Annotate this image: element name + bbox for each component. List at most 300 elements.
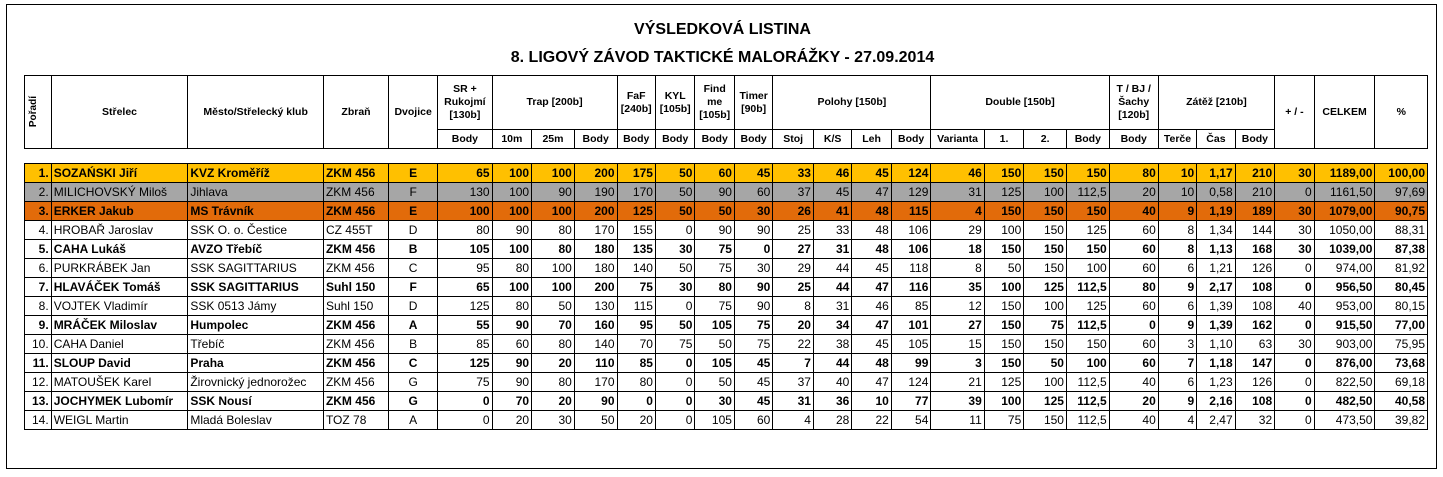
cell-tbj: 40	[1109, 411, 1158, 430]
cell-pct: 80,15	[1375, 297, 1428, 316]
cell-leh: 22	[852, 411, 892, 430]
cell-pm: 30	[1275, 335, 1315, 354]
cell-dBody: 112,5	[1066, 411, 1109, 430]
col-header-poradi: Pořadí	[25, 76, 52, 149]
table-row	[25, 221, 1428, 240]
cell-d1: 150	[984, 164, 1024, 183]
cell-findme: 105	[695, 316, 735, 335]
cell-d2: 150	[1024, 202, 1067, 221]
cell-varianta: 27	[931, 316, 984, 335]
cell-tbj: 40	[1109, 373, 1158, 392]
cell-d1: 150	[984, 316, 1024, 335]
cell-weapon: ZKM 456	[323, 373, 388, 392]
col-header-celkem: CELKEM	[1314, 76, 1375, 149]
cell-findme: 105	[695, 354, 735, 373]
cell-pair: C	[389, 354, 438, 373]
cell-trap25: 100	[532, 278, 575, 297]
cell-name: MATOUŠEK Karel	[51, 373, 188, 392]
col-header-trap: Trap [200b]	[492, 76, 617, 130]
cell-varianta: 18	[931, 240, 984, 259]
cell-tbj: 80	[1109, 278, 1158, 297]
cell-leh: 47	[852, 183, 892, 202]
cell-findme: 50	[695, 335, 735, 354]
cell-weapon: Suhl 150	[323, 278, 388, 297]
results-sheet	[6, 4, 1437, 469]
cell-trapBody: 160	[574, 316, 617, 335]
cell-faf: 80	[617, 373, 655, 392]
cell-kyl: 50	[655, 202, 695, 221]
cell-tbj: 0	[1109, 316, 1158, 335]
cell-findme: 75	[695, 240, 735, 259]
cell-stoj: 29	[773, 259, 814, 278]
cell-trap10: 100	[492, 278, 532, 297]
cell-pair: E	[389, 202, 438, 221]
cell-trap25: 70	[532, 316, 575, 335]
cell-zBody: 168	[1235, 240, 1275, 259]
cell-trapBody: 170	[574, 373, 617, 392]
cell-rank: 4.	[25, 221, 52, 240]
cell-leh: 46	[852, 297, 892, 316]
cell-trap25: 30	[532, 411, 575, 430]
table-row	[25, 183, 1428, 202]
cell-sr: 80	[438, 221, 492, 240]
cell-pair: B	[389, 335, 438, 354]
cell-pm: 40	[1275, 297, 1315, 316]
cell-pair: D	[389, 297, 438, 316]
cell-d2: 100	[1024, 373, 1067, 392]
cell-cas: 1,39	[1197, 297, 1235, 316]
cell-leh: 45	[852, 164, 892, 183]
cell-pm: 0	[1275, 259, 1315, 278]
cell-stoj: 4	[773, 411, 814, 430]
subheader-cell: 25m	[532, 130, 575, 149]
subheader-cell: Body	[1235, 130, 1275, 149]
cell-zBody: 210	[1235, 164, 1275, 183]
cell-findme: 75	[695, 259, 735, 278]
cell-tbj: 60	[1109, 240, 1158, 259]
cell-ks: 31	[813, 240, 851, 259]
cell-kyl: 50	[655, 164, 695, 183]
col-header-tbj: T / BJ / Šachy [120b]	[1109, 76, 1158, 130]
cell-pm: 30	[1275, 202, 1315, 221]
cell-varianta: 8	[931, 259, 984, 278]
cell-stoj: 20	[773, 316, 814, 335]
cell-weapon: ZKM 456	[323, 335, 388, 354]
cell-varianta: 11	[931, 411, 984, 430]
cell-name: VOJTEK Vladimír	[51, 297, 188, 316]
cell-timer: 90	[734, 297, 772, 316]
subheader-cell: 10m	[492, 130, 532, 149]
cell-timer: 90	[734, 278, 772, 297]
cell-trap10: 60	[492, 335, 532, 354]
cell-terce: 9	[1158, 316, 1196, 335]
cell-pm: 0	[1275, 354, 1315, 373]
table-row	[25, 354, 1428, 373]
cell-cas: 1,21	[1197, 259, 1235, 278]
cell-d1: 50	[984, 259, 1024, 278]
cell-stoj: 27	[773, 240, 814, 259]
cell-weapon: ZKM 456	[323, 316, 388, 335]
cell-pair: G	[389, 373, 438, 392]
cell-findme: 60	[695, 164, 735, 183]
cell-timer: 45	[734, 392, 772, 411]
cell-d1: 100	[984, 392, 1024, 411]
cell-celkem: 1050,00	[1314, 221, 1375, 240]
cell-kyl: 0	[655, 392, 695, 411]
cell-polBody: 129	[891, 183, 931, 202]
cell-zBody: 210	[1235, 183, 1275, 202]
cell-celkem: 1189,00	[1314, 164, 1375, 183]
cell-zBody: 126	[1235, 259, 1275, 278]
cell-pm: 0	[1275, 373, 1315, 392]
col-header-mesto: Město/Střelecký klub	[188, 76, 324, 149]
cell-pm: 0	[1275, 411, 1315, 430]
cell-findme: 90	[695, 221, 735, 240]
cell-d1: 150	[984, 297, 1024, 316]
cell-pair: G	[389, 392, 438, 411]
cell-polBody: 106	[891, 240, 931, 259]
cell-timer: 45	[734, 373, 772, 392]
cell-weapon: ZKM 456	[323, 164, 388, 183]
cell-weapon: TOZ 78	[323, 411, 388, 430]
cell-varianta: 12	[931, 297, 984, 316]
cell-name: CAHA Lukáš	[51, 240, 188, 259]
subheader-cell: 1.	[984, 130, 1024, 149]
cell-weapon: ZKM 456	[323, 259, 388, 278]
cell-trap10: 100	[492, 164, 532, 183]
cell-zBody: 63	[1235, 335, 1275, 354]
cell-d1: 75	[984, 411, 1024, 430]
cell-club: AVZO Třebíč	[188, 240, 324, 259]
subheader-cell: Body	[891, 130, 931, 149]
cell-kyl: 0	[655, 354, 695, 373]
cell-club: KVZ Kroměříž	[188, 164, 324, 183]
cell-terce: 9	[1158, 278, 1196, 297]
cell-pct: 87,38	[1375, 240, 1428, 259]
cell-weapon: ZKM 456	[323, 183, 388, 202]
cell-faf: 70	[617, 335, 655, 354]
cell-terce: 8	[1158, 240, 1196, 259]
cell-sr: 125	[438, 354, 492, 373]
table-row	[25, 259, 1428, 278]
cell-d2: 125	[1024, 392, 1067, 411]
subheader-cell: Leh	[852, 130, 892, 149]
cell-pct: 75,95	[1375, 335, 1428, 354]
cell-trap10: 90	[492, 373, 532, 392]
cell-sr: 65	[438, 278, 492, 297]
cell-cas: 1,13	[1197, 240, 1235, 259]
cell-trapBody: 170	[574, 221, 617, 240]
cell-trapBody: 50	[574, 411, 617, 430]
cell-club: SSK SAGITTARIUS	[188, 259, 324, 278]
cell-trapBody: 110	[574, 354, 617, 373]
cell-timer: 75	[734, 335, 772, 354]
cell-weapon: Suhl 150	[323, 297, 388, 316]
cell-rank: 1.	[25, 164, 52, 183]
cell-celkem: 974,00	[1314, 259, 1375, 278]
cell-cas: 2,17	[1197, 278, 1235, 297]
cell-rank: 12.	[25, 373, 52, 392]
cell-dBody: 125	[1066, 221, 1109, 240]
cell-timer: 45	[734, 354, 772, 373]
cell-sr: 85	[438, 335, 492, 354]
cell-d2: 150	[1024, 240, 1067, 259]
cell-leh: 47	[852, 316, 892, 335]
cell-leh: 45	[852, 335, 892, 354]
cell-sr: 0	[438, 392, 492, 411]
cell-stoj: 25	[773, 221, 814, 240]
cell-sr: 130	[438, 183, 492, 202]
cell-trapBody: 200	[574, 164, 617, 183]
cell-tbj: 60	[1109, 297, 1158, 316]
cell-d1: 125	[984, 373, 1024, 392]
page-title: VÝSLEDKOVÁ LISTINA	[634, 21, 811, 38]
cell-stoj: 37	[773, 183, 814, 202]
cell-pair: A	[389, 316, 438, 335]
subheader-cell: Čas	[1197, 130, 1235, 149]
cell-pct: 73,68	[1375, 354, 1428, 373]
cell-dBody: 100	[1066, 354, 1109, 373]
cell-varianta: 29	[931, 221, 984, 240]
cell-ks: 36	[813, 392, 851, 411]
col-header-strelec: Střelec	[51, 76, 188, 149]
cell-stoj: 33	[773, 164, 814, 183]
table-row	[25, 392, 1428, 411]
cell-timer: 90	[734, 221, 772, 240]
subheader-cell: Body	[574, 130, 617, 149]
cell-celkem: 956,50	[1314, 278, 1375, 297]
cell-stoj: 7	[773, 354, 814, 373]
cell-zBody: 147	[1235, 354, 1275, 373]
cell-terce: 9	[1158, 202, 1196, 221]
cell-ks: 46	[813, 164, 851, 183]
cell-pm: 30	[1275, 221, 1315, 240]
cell-name: MILICHOVSKÝ Miloš	[51, 183, 188, 202]
cell-ks: 44	[813, 259, 851, 278]
cell-ks: 44	[813, 278, 851, 297]
cell-trap10: 90	[492, 316, 532, 335]
cell-name: PURKRÁBEK Jan	[51, 259, 188, 278]
header-row	[25, 76, 1428, 130]
cell-pct: 88,31	[1375, 221, 1428, 240]
cell-d1: 100	[984, 221, 1024, 240]
cell-pct: 100,00	[1375, 164, 1428, 183]
cell-terce: 3	[1158, 335, 1196, 354]
cell-weapon: CZ 455T	[323, 221, 388, 240]
cell-cas: 1,19	[1197, 202, 1235, 221]
cell-trapBody: 180	[574, 259, 617, 278]
cell-cas: 2,47	[1197, 411, 1235, 430]
cell-trap10: 80	[492, 297, 532, 316]
table-row	[25, 297, 1428, 316]
cell-leh: 47	[852, 373, 892, 392]
cell-name: JOCHYMEK Lubomír	[51, 392, 188, 411]
cell-ks: 40	[813, 373, 851, 392]
cell-polBody: 99	[891, 354, 931, 373]
cell-polBody: 124	[891, 373, 931, 392]
cell-ks: 28	[813, 411, 851, 430]
cell-sr: 95	[438, 259, 492, 278]
cell-d2: 100	[1024, 297, 1067, 316]
cell-findme: 75	[695, 297, 735, 316]
cell-polBody: 85	[891, 297, 931, 316]
cell-faf: 135	[617, 240, 655, 259]
cell-zBody: 126	[1235, 373, 1275, 392]
page-subtitle: 8. LIGOVÝ ZÁVOD TAKTICKÉ MALORÁŽKY - 27.09.2014	[510, 49, 935, 66]
cell-cas: 0,58	[1197, 183, 1235, 202]
cell-pm: 30	[1275, 164, 1315, 183]
cell-trapBody: 130	[574, 297, 617, 316]
subheader-cell: Body	[438, 130, 492, 149]
cell-leh: 10	[852, 392, 892, 411]
table-row	[25, 164, 1428, 183]
cell-findme: 105	[695, 411, 735, 430]
table-row	[25, 202, 1428, 221]
cell-name: MRÁČEK Miloslav	[51, 316, 188, 335]
cell-polBody: 116	[891, 278, 931, 297]
cell-leh: 48	[852, 354, 892, 373]
cell-tbj: 60	[1109, 335, 1158, 354]
cell-kyl: 50	[655, 183, 695, 202]
cell-terce: 10	[1158, 164, 1196, 183]
cell-kyl: 50	[655, 259, 695, 278]
cell-faf: 85	[617, 354, 655, 373]
cell-dBody: 100	[1066, 259, 1109, 278]
cell-rank: 13.	[25, 392, 52, 411]
table-row	[25, 411, 1428, 430]
cell-terce: 10	[1158, 183, 1196, 202]
table-row	[25, 335, 1428, 354]
cell-trap10: 100	[492, 183, 532, 202]
subheader-cell: Body	[734, 130, 772, 149]
col-header-faf: FaF [240b]	[617, 76, 655, 130]
cell-terce: 6	[1158, 297, 1196, 316]
cell-pair: F	[389, 183, 438, 202]
cell-rank: 5.	[25, 240, 52, 259]
cell-terce: 6	[1158, 259, 1196, 278]
cell-celkem: 903,00	[1314, 335, 1375, 354]
cell-celkem: 1039,00	[1314, 240, 1375, 259]
cell-club: Jihlava	[188, 183, 324, 202]
cell-stoj: 25	[773, 278, 814, 297]
cell-club: Žirovnický jednorožec	[188, 373, 324, 392]
cell-polBody: 118	[891, 259, 931, 278]
cell-tbj: 80	[1109, 164, 1158, 183]
cell-trap10: 20	[492, 411, 532, 430]
cell-stoj: 8	[773, 297, 814, 316]
cell-rank: 3.	[25, 202, 52, 221]
subheader-cell: K/S	[813, 130, 851, 149]
cell-name: SOZAŃSKI Jiří	[51, 164, 188, 183]
cell-trap10: 70	[492, 392, 532, 411]
col-header-kyl: KYL [105b]	[655, 76, 695, 130]
subheader-cell: 2.	[1024, 130, 1067, 149]
cell-ks: 31	[813, 297, 851, 316]
cell-pct: 39,82	[1375, 411, 1428, 430]
cell-kyl: 0	[655, 411, 695, 430]
cell-ks: 41	[813, 202, 851, 221]
subheader-cell: Body	[1066, 130, 1109, 149]
cell-d1: 150	[984, 202, 1024, 221]
cell-d1: 150	[984, 240, 1024, 259]
cell-weapon: ZKM 456	[323, 392, 388, 411]
cell-rank: 2.	[25, 183, 52, 202]
cell-trap25: 100	[532, 164, 575, 183]
cell-kyl: 50	[655, 316, 695, 335]
cell-pm: 0	[1275, 183, 1315, 202]
cell-leh: 47	[852, 278, 892, 297]
cell-findme: 30	[695, 392, 735, 411]
cell-club: Třebíč	[188, 335, 324, 354]
cell-trapBody: 190	[574, 183, 617, 202]
cell-trap25: 100	[532, 259, 575, 278]
cell-trap25: 20	[532, 354, 575, 373]
subheader-cell: Varianta	[931, 130, 984, 149]
results-table	[24, 75, 1428, 430]
cell-leh: 48	[852, 240, 892, 259]
cell-terce: 4	[1158, 411, 1196, 430]
cell-varianta: 3	[931, 354, 984, 373]
cell-faf: 95	[617, 316, 655, 335]
cell-pair: D	[389, 221, 438, 240]
cell-zBody: 108	[1235, 392, 1275, 411]
cell-tbj: 20	[1109, 183, 1158, 202]
cell-ks: 44	[813, 354, 851, 373]
cell-dBody: 112,5	[1066, 392, 1109, 411]
col-header-dvojice: Dvojice	[389, 76, 438, 149]
cell-club: SSK O. o. Čestice	[188, 221, 324, 240]
cell-trap25: 80	[532, 221, 575, 240]
cell-celkem: 473,50	[1314, 411, 1375, 430]
cell-name: HLAVÁČEK Tomáš	[51, 278, 188, 297]
cell-trap25: 20	[532, 392, 575, 411]
table-row	[25, 240, 1428, 259]
cell-faf: 20	[617, 411, 655, 430]
cell-kyl: 0	[655, 297, 695, 316]
subheader-cell: Body	[617, 130, 655, 149]
subheader-cell: Stoj	[773, 130, 814, 149]
cell-varianta: 39	[931, 392, 984, 411]
cell-cas: 1,17	[1197, 164, 1235, 183]
cell-ks: 34	[813, 316, 851, 335]
cell-cas: 1,34	[1197, 221, 1235, 240]
cell-pct: 97,69	[1375, 183, 1428, 202]
cell-trap25: 100	[532, 202, 575, 221]
cell-zBody: 32	[1235, 411, 1275, 430]
cell-polBody: 106	[891, 221, 931, 240]
cell-terce: 6	[1158, 373, 1196, 392]
cell-kyl: 0	[655, 373, 695, 392]
cell-faf: 155	[617, 221, 655, 240]
cell-weapon: ZKM 456	[323, 354, 388, 373]
cell-weapon: ZKM 456	[323, 202, 388, 221]
cell-d2: 150	[1024, 411, 1067, 430]
cell-celkem: 822,50	[1314, 373, 1375, 392]
cell-varianta: 15	[931, 335, 984, 354]
cell-rank: 7.	[25, 278, 52, 297]
cell-varianta: 35	[931, 278, 984, 297]
cell-rank: 8.	[25, 297, 52, 316]
cell-trap25: 90	[532, 183, 575, 202]
cell-d2: 150	[1024, 259, 1067, 278]
subheader-cell: Body	[695, 130, 735, 149]
cell-dBody: 112,5	[1066, 316, 1109, 335]
cell-d1: 125	[984, 183, 1024, 202]
cell-zBody: 144	[1235, 221, 1275, 240]
cell-leh: 45	[852, 259, 892, 278]
cell-zBody: 108	[1235, 278, 1275, 297]
cell-stoj: 37	[773, 373, 814, 392]
